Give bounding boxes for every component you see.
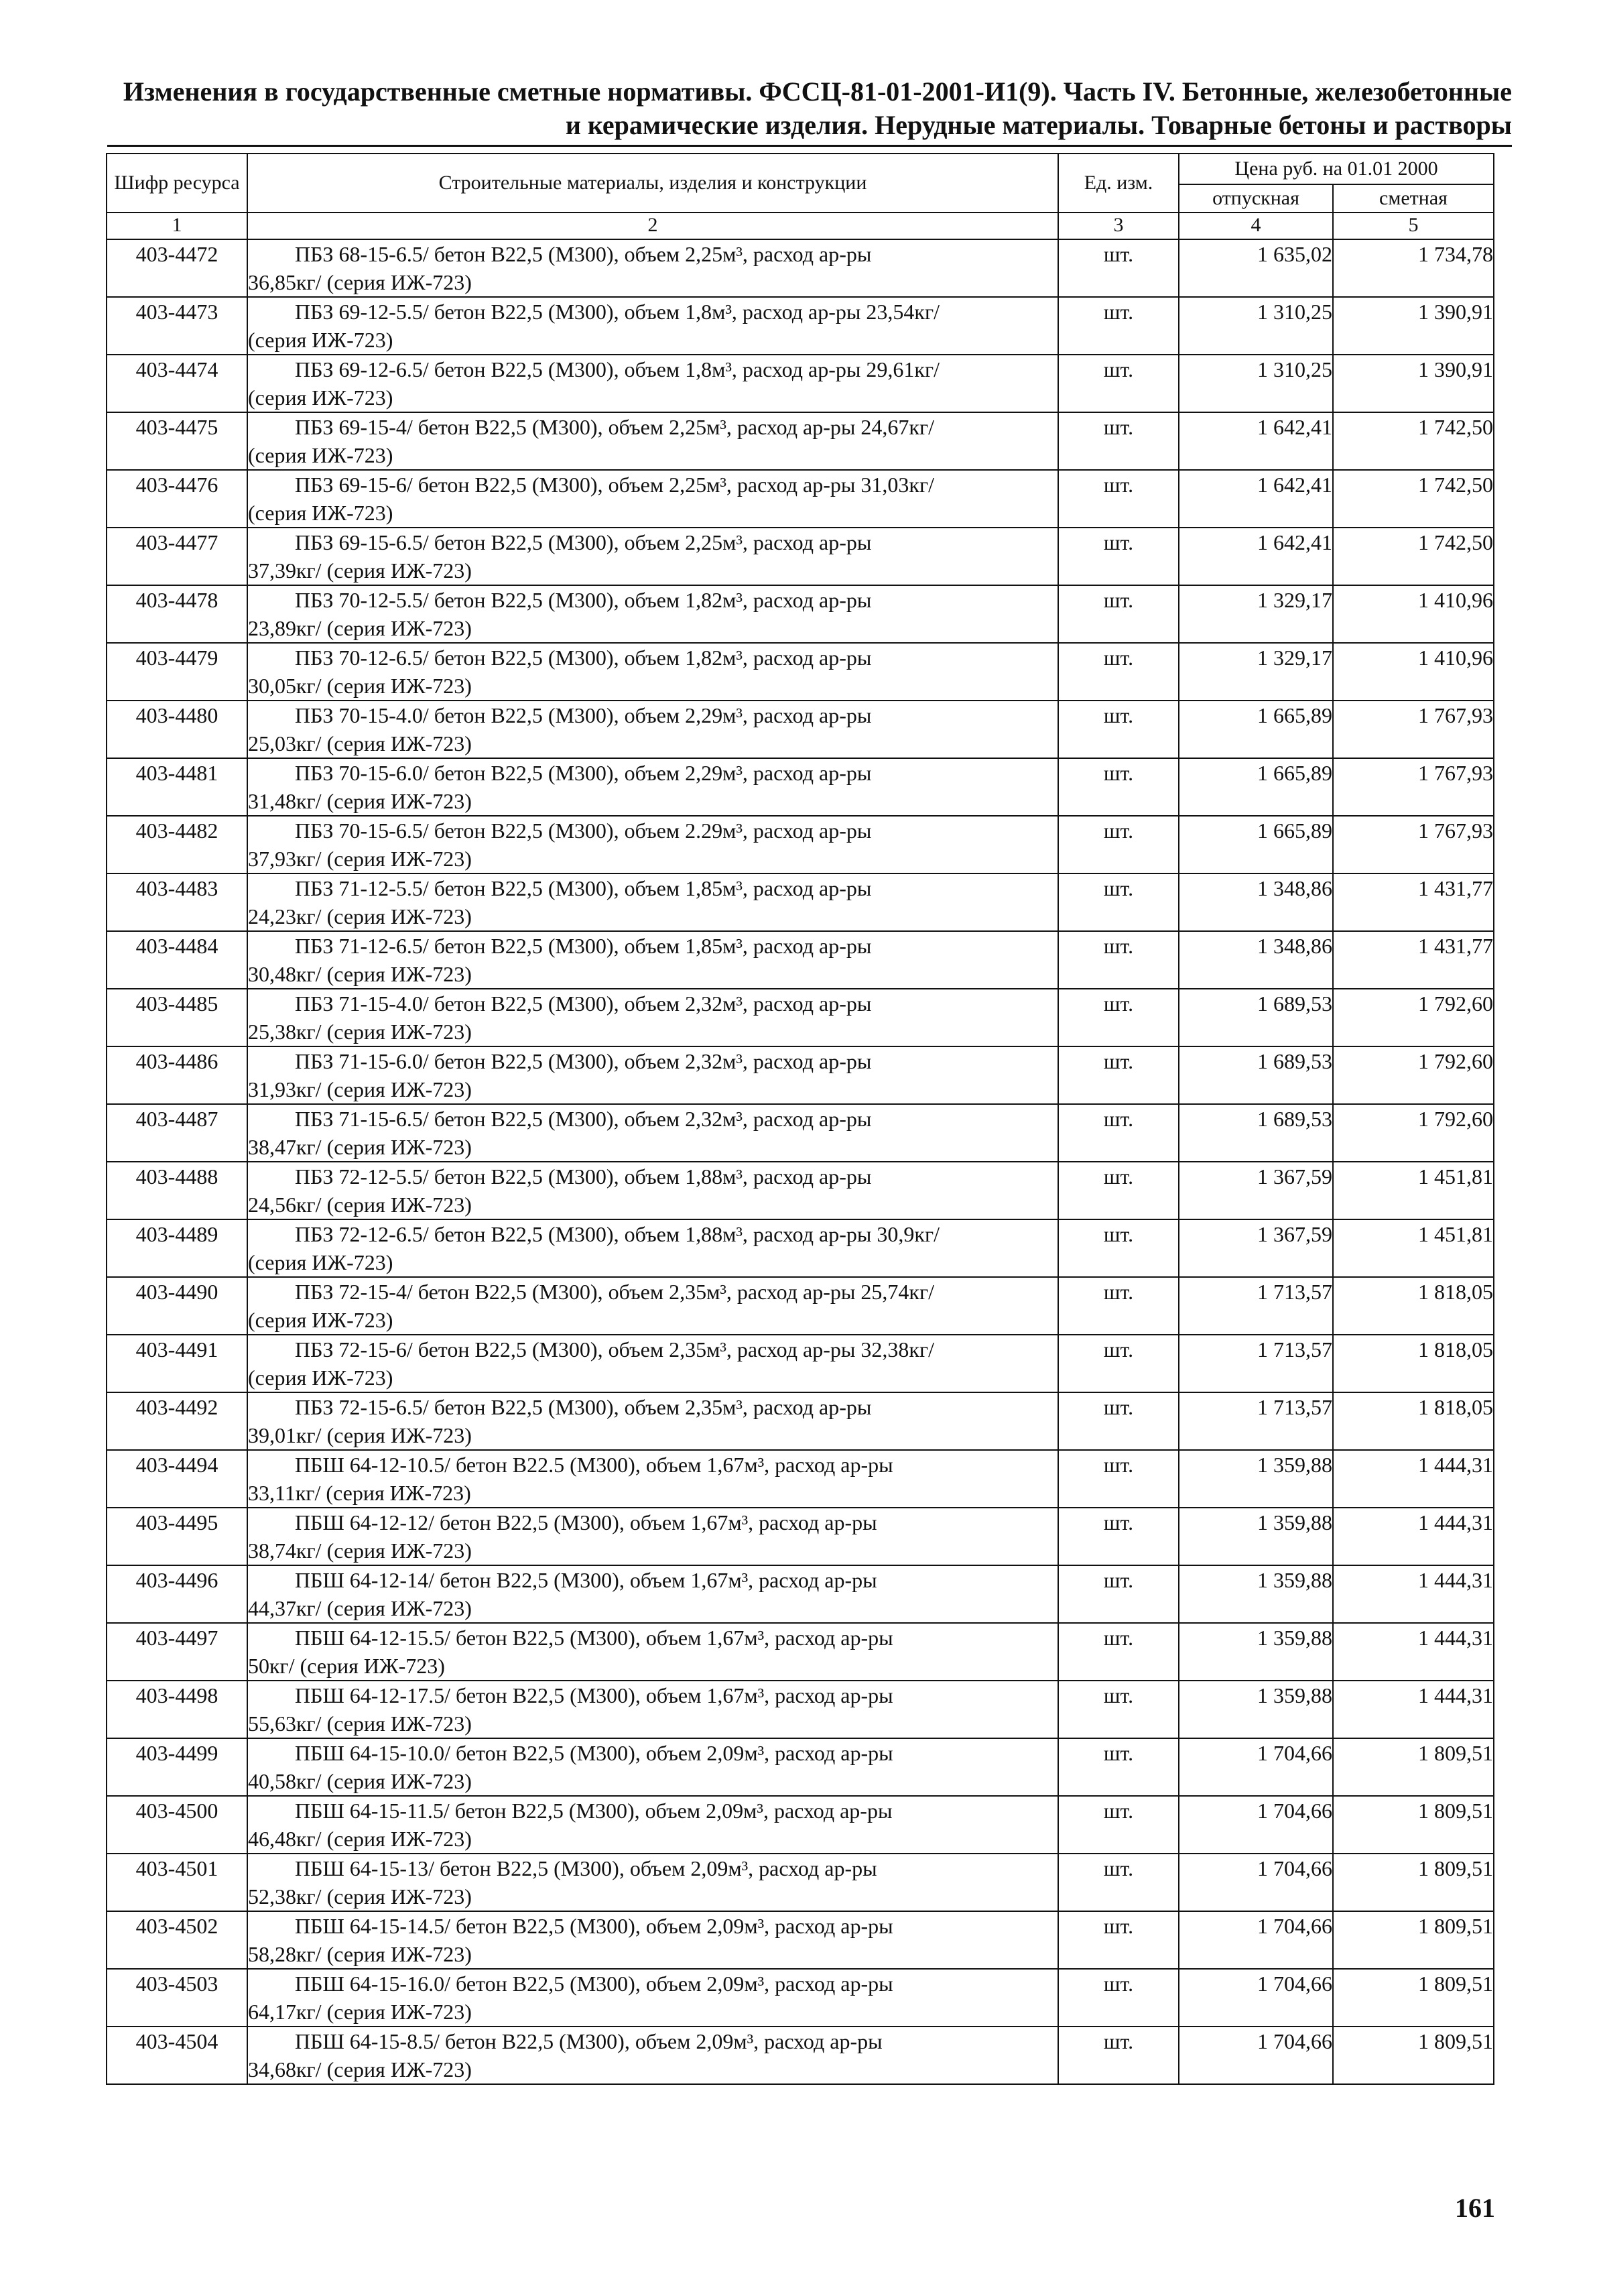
title-rule [107, 145, 1512, 147]
release-price: 1 359,88 [1179, 1450, 1333, 1508]
resource-code: 403-4494 [107, 1450, 247, 1508]
release-price: 1 329,17 [1179, 643, 1333, 701]
release-price: 1 642,41 [1179, 470, 1333, 528]
description-line: (серия ИЖ-723) [248, 1308, 393, 1332]
release-price: 1 310,25 [1179, 355, 1333, 412]
unit-cell: шт. [1058, 931, 1179, 989]
unit-cell: шт. [1058, 1335, 1179, 1392]
material-description [247, 1854, 1058, 1911]
description-line: ПБШ 64-15-11.5/ бетон В22,5 (М300), объем 2,09м³, расход ар-ры [295, 1799, 893, 1823]
page-number: 161 [1455, 2193, 1495, 2223]
release-price: 1 642,41 [1179, 528, 1333, 585]
header-price-estimate: сметная [1333, 184, 1494, 213]
table-row [107, 528, 1494, 585]
resource-code: 403-4472 [107, 239, 247, 297]
material-description [247, 1738, 1058, 1796]
description-line: ПБШ 64-12-17.5/ бетон В22,5 (М300), объем 1,67м³, расход ар-ры [295, 1683, 893, 1707]
table-row [107, 297, 1494, 355]
resource-code: 403-4504 [107, 2027, 247, 2084]
table-row [107, 989, 1494, 1046]
material-description [247, 528, 1058, 585]
table-row [107, 470, 1494, 528]
table-row [107, 1450, 1494, 1508]
description-line: ПБШ 64-12-14/ бетон В22,5 (М300), объем 1,67м³, расход ар-ры [295, 1568, 877, 1592]
release-price: 1 689,53 [1179, 1104, 1333, 1162]
release-price: 1 689,53 [1179, 989, 1333, 1046]
table-row [107, 1565, 1494, 1623]
description-line: ПБЗ 71-15-4.0/ бетон В22,5 (М300), объем 2,32м³, расход ар-ры [295, 991, 872, 1016]
description-line: 31,48кг/ (серия ИЖ-723) [248, 789, 472, 813]
unit-cell: шт. [1058, 1392, 1179, 1450]
column-number: 4 [1179, 213, 1333, 239]
release-price: 1 348,86 [1179, 931, 1333, 989]
description-line: (серия ИЖ-723) [248, 385, 393, 410]
description-line: 58,28кг/ (серия ИЖ-723) [248, 1942, 472, 1966]
estimate-price: 1 767,93 [1333, 816, 1494, 873]
table-row [107, 1854, 1494, 1911]
release-price: 1 635,02 [1179, 239, 1333, 297]
estimate-price: 1 767,93 [1333, 701, 1494, 758]
estimate-price: 1 809,51 [1333, 1738, 1494, 1796]
release-price: 1 704,66 [1179, 1969, 1333, 2027]
release-price: 1 713,57 [1179, 1335, 1333, 1392]
material-description [247, 2027, 1058, 2084]
estimate-price: 1 742,50 [1333, 412, 1494, 470]
description-line: 39,01кг/ (серия ИЖ-723) [248, 1423, 472, 1447]
estimate-price: 1 444,31 [1333, 1565, 1494, 1623]
price-table [106, 153, 1494, 2085]
description-line: 30,05кг/ (серия ИЖ-723) [248, 674, 472, 698]
estimate-price: 1 742,50 [1333, 528, 1494, 585]
resource-code: 403-4482 [107, 816, 247, 873]
description-line: ПБЗ 72-15-6.5/ бетон В22,5 (М300), объем 2,35м³, расход ар-ры [295, 1395, 872, 1419]
description-line: (серия ИЖ-723) [248, 1250, 393, 1274]
material-description [247, 412, 1058, 470]
resource-code: 403-4502 [107, 1911, 247, 1969]
description-line: 50кг/ (серия ИЖ-723) [248, 1654, 445, 1678]
release-price: 1 348,86 [1179, 873, 1333, 931]
column-number: 1 [107, 213, 247, 239]
description-line: ПБЗ 68-15-6.5/ бетон В22,5 (М300), объем 2,25м³, расход ар-ры [295, 242, 872, 266]
unit-cell: шт. [1058, 758, 1179, 816]
description-line: 37,93кг/ (серия ИЖ-723) [248, 847, 472, 871]
table-row [107, 1911, 1494, 1969]
release-price: 1 367,59 [1179, 1162, 1333, 1219]
release-price: 1 665,89 [1179, 816, 1333, 873]
material-description [247, 758, 1058, 816]
material-description [247, 1969, 1058, 2027]
description-line: ПБЗ 71-15-6.0/ бетон В22,5 (М300), объем 2,32м³, расход ар-ры [295, 1049, 872, 1073]
table-row [107, 1277, 1494, 1335]
table-row [107, 412, 1494, 470]
unit-cell: шт. [1058, 1969, 1179, 2027]
estimate-price: 1 410,96 [1333, 643, 1494, 701]
unit-cell: шт. [1058, 989, 1179, 1046]
unit-cell: шт. [1058, 1565, 1179, 1623]
estimate-price: 1 818,05 [1333, 1277, 1494, 1335]
release-price: 1 329,17 [1179, 585, 1333, 643]
release-price: 1 713,57 [1179, 1277, 1333, 1335]
material-description [247, 1162, 1058, 1219]
estimate-price: 1 451,81 [1333, 1219, 1494, 1277]
description-line: 24,23кг/ (серия ИЖ-723) [248, 904, 472, 928]
material-description [247, 355, 1058, 412]
description-line: 33,11кг/ (серия ИЖ-723) [248, 1481, 471, 1505]
description-line: 55,63кг/ (серия ИЖ-723) [248, 1711, 472, 1736]
description-line: 31,93кг/ (серия ИЖ-723) [248, 1077, 472, 1101]
material-description [247, 1450, 1058, 1508]
unit-cell: шт. [1058, 1911, 1179, 1969]
material-description [247, 470, 1058, 528]
estimate-price: 1 809,51 [1333, 1854, 1494, 1911]
resource-code: 403-4480 [107, 701, 247, 758]
description-line: 38,47кг/ (серия ИЖ-723) [248, 1135, 472, 1159]
table-row [107, 239, 1494, 297]
estimate-price: 1 431,77 [1333, 931, 1494, 989]
resource-code: 403-4478 [107, 585, 247, 643]
unit-cell: шт. [1058, 701, 1179, 758]
column-number: 2 [247, 213, 1058, 239]
unit-cell: шт. [1058, 1219, 1179, 1277]
resource-code: 403-4477 [107, 528, 247, 585]
description-line: (серия ИЖ-723) [248, 1366, 393, 1390]
table-row [107, 2027, 1494, 2084]
description-line: ПБЗ 69-12-6.5/ бетон В22,5 (М300), объем 1,8м³, расход ар-ры 29,61кг/ [295, 357, 940, 381]
description-line: ПБЗ 69-15-6/ бетон В22,5 (М300), объем 2,25м³, расход ар-ры 31,03кг/ [295, 473, 934, 497]
description-line: ПБЗ 70-15-6.5/ бетон В22,5 (М300), объем 2.29м³, расход ар-ры [295, 819, 872, 843]
release-price: 1 310,25 [1179, 297, 1333, 355]
description-line: ПБЗ 70-12-5.5/ бетон В22,5 (М300), объем 1,82м³, расход ар-ры [295, 588, 872, 612]
description-line: ПБЗ 69-15-4/ бетон В22,5 (М300), объем 2,25м³, расход ар-ры 24,67кг/ [295, 415, 934, 439]
unit-cell: шт. [1058, 528, 1179, 585]
material-description [247, 1565, 1058, 1623]
material-description [247, 931, 1058, 989]
description-line: ПБШ 64-15-14.5/ бетон В22,5 (М300), объем 2,09м³, расход ар-ры [295, 1914, 893, 1938]
description-line: ПБШ 64-12-10.5/ бетон В22.5 (М300), объем 1,67м³, расход ар-ры [295, 1453, 893, 1477]
resource-code: 403-4499 [107, 1738, 247, 1796]
release-price: 1 665,89 [1179, 758, 1333, 816]
table-row [107, 1969, 1494, 2027]
resource-code: 403-4503 [107, 1969, 247, 2027]
table-row [107, 816, 1494, 873]
estimate-price: 1 410,96 [1333, 585, 1494, 643]
table-row [107, 1392, 1494, 1450]
release-price: 1 704,66 [1179, 2027, 1333, 2084]
description-line: 44,37кг/ (серия ИЖ-723) [248, 1596, 472, 1620]
table-row [107, 355, 1494, 412]
description-line: 52,38кг/ (серия ИЖ-723) [248, 1884, 472, 1909]
unit-cell: шт. [1058, 585, 1179, 643]
estimate-price: 1 742,50 [1333, 470, 1494, 528]
description-line: ПБЗ 69-12-5.5/ бетон В22,5 (М300), объем 1,8м³, расход ар-ры 23,54кг/ [295, 300, 940, 324]
material-description [247, 297, 1058, 355]
table-row [107, 1104, 1494, 1162]
unit-cell: шт. [1058, 816, 1179, 873]
description-line: (серия ИЖ-723) [248, 443, 393, 467]
release-price: 1 704,66 [1179, 1796, 1333, 1854]
resource-code: 403-4474 [107, 355, 247, 412]
description-line: 25,38кг/ (серия ИЖ-723) [248, 1020, 472, 1044]
release-price: 1 704,66 [1179, 1911, 1333, 1969]
unit-cell: шт. [1058, 1623, 1179, 1681]
resource-code: 403-4476 [107, 470, 247, 528]
unit-cell: шт. [1058, 412, 1179, 470]
description-line: ПБЗ 70-15-6.0/ бетон В22,5 (М300), объем 2,29м³, расход ар-ры [295, 761, 872, 785]
column-number: 3 [1058, 213, 1179, 239]
description-line: ПБШ 64-15-10.0/ бетон В22,5 (М300), объем 2,09м³, расход ар-ры [295, 1741, 893, 1765]
material-description [247, 1335, 1058, 1392]
unit-cell: шт. [1058, 1681, 1179, 1738]
resource-code: 403-4489 [107, 1219, 247, 1277]
resource-code: 403-4485 [107, 989, 247, 1046]
release-price: 1 367,59 [1179, 1219, 1333, 1277]
table-row [107, 643, 1494, 701]
table-row [107, 1046, 1494, 1104]
table-body [107, 239, 1494, 2084]
release-price: 1 359,88 [1179, 1565, 1333, 1623]
table-row [107, 1335, 1494, 1392]
description-line: 23,89кг/ (серия ИЖ-723) [248, 616, 472, 640]
description-line: ПБЗ 70-15-4.0/ бетон В22,5 (М300), объем 2,29м³, расход ар-ры [295, 703, 872, 727]
description-line: 40,58кг/ (серия ИЖ-723) [248, 1769, 472, 1793]
unit-cell: шт. [1058, 1450, 1179, 1508]
release-price: 1 642,41 [1179, 412, 1333, 470]
description-line: 30,48кг/ (серия ИЖ-723) [248, 962, 472, 986]
estimate-price: 1 390,91 [1333, 355, 1494, 412]
description-line: ПБШ 64-15-16.0/ бетон В22,5 (М300), объем 2,09м³, расход ар-ры [295, 1972, 893, 1996]
resource-code: 403-4492 [107, 1392, 247, 1450]
resource-code: 403-4497 [107, 1623, 247, 1681]
material-description [247, 1623, 1058, 1681]
resource-code: 403-4488 [107, 1162, 247, 1219]
resource-code: 403-4495 [107, 1508, 247, 1565]
table-row [107, 1623, 1494, 1681]
description-line: ПБЗ 72-12-6.5/ бетон В22,5 (М300), объем 1,88м³, расход ар-ры 30,9кг/ [295, 1222, 940, 1246]
unit-cell: шт. [1058, 1277, 1179, 1335]
table-row [107, 1796, 1494, 1854]
material-description [247, 1219, 1058, 1277]
estimate-price: 1 444,31 [1333, 1681, 1494, 1738]
material-description [247, 1681, 1058, 1738]
material-description [247, 1046, 1058, 1104]
release-price: 1 359,88 [1179, 1508, 1333, 1565]
estimate-price: 1 809,51 [1333, 2027, 1494, 2084]
table-row [107, 873, 1494, 931]
resource-code: 403-4486 [107, 1046, 247, 1104]
estimate-price: 1 809,51 [1333, 1969, 1494, 2027]
material-description [247, 989, 1058, 1046]
resource-code: 403-4483 [107, 873, 247, 931]
material-description [247, 873, 1058, 931]
table-row [107, 1508, 1494, 1565]
unit-cell: шт. [1058, 1508, 1179, 1565]
table-row [107, 1162, 1494, 1219]
resource-code: 403-4481 [107, 758, 247, 816]
description-line: 38,74кг/ (серия ИЖ-723) [248, 1538, 472, 1563]
resource-code: 403-4501 [107, 1854, 247, 1911]
description-line: 24,56кг/ (серия ИЖ-723) [248, 1193, 472, 1217]
table-row [107, 931, 1494, 989]
description-line: ПБЗ 72-15-6/ бетон В22,5 (М300), объем 2,35м³, расход ар-ры 32,38кг/ [295, 1337, 934, 1362]
unit-cell: шт. [1058, 873, 1179, 931]
table-row [107, 1219, 1494, 1277]
description-line: ПБШ 64-15-8.5/ бетон В22,5 (М300), объем 2,09м³, расход ар-ры [295, 2029, 883, 2053]
description-line: ПБЗ 69-15-6.5/ бетон В22,5 (М300), объем 2,25м³, расход ар-ры [295, 530, 872, 554]
material-description [247, 1277, 1058, 1335]
material-description [247, 239, 1058, 297]
resource-code: 403-4500 [107, 1796, 247, 1854]
material-description [247, 701, 1058, 758]
release-price: 1 665,89 [1179, 701, 1333, 758]
description-line: ПБШ 64-12-12/ бетон В22,5 (М300), объем 1,67м³, расход ар-ры [295, 1510, 877, 1534]
estimate-price: 1 734,78 [1333, 239, 1494, 297]
unit-cell: шт. [1058, 1854, 1179, 1911]
estimate-price: 1 792,60 [1333, 1104, 1494, 1162]
estimate-price: 1 792,60 [1333, 989, 1494, 1046]
description-line: 36,85кг/ (серия ИЖ-723) [248, 270, 472, 294]
resource-code: 403-4479 [107, 643, 247, 701]
header-price-group: Цена руб. на 01.01 2000 [1179, 154, 1494, 184]
resource-code: 403-4484 [107, 931, 247, 989]
material-description [247, 585, 1058, 643]
description-line: (серия ИЖ-723) [248, 328, 393, 352]
document-title: Изменения в государственные сметные нормативы. ФССЦ-81-01-2001-И1(9). Часть IV. Бетонные, железобетонные и керамические изделия. Нерудные материалы. Товарные бетоны и растворы [123, 76, 1512, 140]
unit-cell: шт. [1058, 1104, 1179, 1162]
estimate-price: 1 809,51 [1333, 1796, 1494, 1854]
description-line: 25,03кг/ (серия ИЖ-723) [248, 731, 472, 756]
unit-cell: шт. [1058, 1796, 1179, 1854]
description-line: ПБШ 64-15-13/ бетон В22,5 (М300), объем 2,09м³, расход ар-ры [295, 1856, 877, 1880]
release-price: 1 704,66 [1179, 1854, 1333, 1911]
description-line: ПБШ 64-12-15.5/ бетон В22,5 (М300), объем 1,67м³, расход ар-ры [295, 1626, 893, 1650]
estimate-price: 1 390,91 [1333, 297, 1494, 355]
description-line: ПБЗ 71-12-5.5/ бетон В22,5 (М300), объем 1,85м³, расход ар-ры [295, 876, 872, 900]
description-line: ПБЗ 72-12-5.5/ бетон В22,5 (М300), объем 1,88м³, расход ар-ры [295, 1164, 872, 1189]
resource-code: 403-4491 [107, 1335, 247, 1392]
resource-code: 403-4496 [107, 1565, 247, 1623]
table-row [107, 701, 1494, 758]
header-price-release: отпускная [1179, 184, 1333, 213]
estimate-price: 1 809,51 [1333, 1911, 1494, 1969]
resource-code: 403-4498 [107, 1681, 247, 1738]
header-code: Шифр ресурса [107, 154, 247, 213]
estimate-price: 1 444,31 [1333, 1623, 1494, 1681]
resource-code: 403-4490 [107, 1277, 247, 1335]
description-line: ПБЗ 71-15-6.5/ бетон В22,5 (М300), объем 2,32м³, расход ар-ры [295, 1107, 872, 1131]
unit-cell: шт. [1058, 470, 1179, 528]
column-number: 5 [1333, 213, 1494, 239]
material-description [247, 1911, 1058, 1969]
header-description: Строительные материалы, изделия и конструкции [247, 154, 1058, 213]
estimate-price: 1 444,31 [1333, 1450, 1494, 1508]
unit-cell: шт. [1058, 2027, 1179, 2084]
table-row [107, 1738, 1494, 1796]
description-line: 64,17кг/ (серия ИЖ-723) [248, 2000, 472, 2024]
release-price: 1 713,57 [1179, 1392, 1333, 1450]
table-row [107, 585, 1494, 643]
description-line: 34,68кг/ (серия ИЖ-723) [248, 2057, 472, 2081]
release-price: 1 704,66 [1179, 1738, 1333, 1796]
unit-cell: шт. [1058, 239, 1179, 297]
material-description [247, 1104, 1058, 1162]
description-line: ПБЗ 71-12-6.5/ бетон В22,5 (М300), объем 1,85м³, расход ар-ры [295, 934, 872, 958]
resource-code: 403-4475 [107, 412, 247, 470]
table-row [107, 758, 1494, 816]
release-price: 1 359,88 [1179, 1623, 1333, 1681]
estimate-price: 1 451,81 [1333, 1162, 1494, 1219]
estimate-price: 1 818,05 [1333, 1392, 1494, 1450]
resource-code: 403-4487 [107, 1104, 247, 1162]
estimate-price: 1 792,60 [1333, 1046, 1494, 1104]
header-unit: Ед. изм. [1058, 154, 1179, 213]
unit-cell: шт. [1058, 1162, 1179, 1219]
estimate-price: 1 767,93 [1333, 758, 1494, 816]
resource-code: 403-4473 [107, 297, 247, 355]
release-price: 1 689,53 [1179, 1046, 1333, 1104]
description-line: (серия ИЖ-723) [248, 501, 393, 525]
estimate-price: 1 431,77 [1333, 873, 1494, 931]
material-description [247, 816, 1058, 873]
material-description [247, 643, 1058, 701]
description-line: 46,48кг/ (серия ИЖ-723) [248, 1827, 472, 1851]
estimate-price: 1 818,05 [1333, 1335, 1494, 1392]
description-line: 37,39кг/ (серия ИЖ-723) [248, 558, 472, 583]
description-line: ПБЗ 70-12-6.5/ бетон В22,5 (М300), объем 1,82м³, расход ар-ры [295, 646, 872, 670]
table-row [107, 1681, 1494, 1738]
material-description [247, 1508, 1058, 1565]
unit-cell: шт. [1058, 643, 1179, 701]
release-price: 1 359,88 [1179, 1681, 1333, 1738]
unit-cell: шт. [1058, 1738, 1179, 1796]
unit-cell: шт. [1058, 1046, 1179, 1104]
unit-cell: шт. [1058, 355, 1179, 412]
material-description [247, 1796, 1058, 1854]
description-line: ПБЗ 72-15-4/ бетон В22,5 (М300), объем 2,35м³, расход ар-ры 25,74кг/ [295, 1280, 934, 1304]
material-description [247, 1392, 1058, 1450]
unit-cell: шт. [1058, 297, 1179, 355]
estimate-price: 1 444,31 [1333, 1508, 1494, 1565]
